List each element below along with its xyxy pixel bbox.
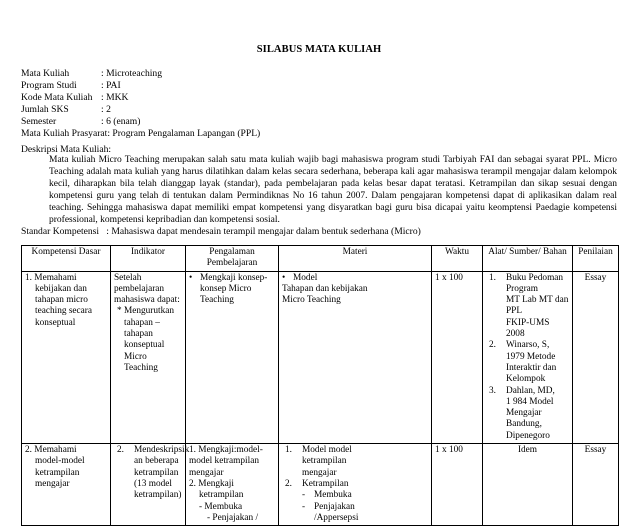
list-number: 2.: [489, 340, 496, 351]
cell-pengalaman: [186, 444, 279, 526]
cell-line: ketrampilan: [302, 456, 347, 467]
cell-line: ketrampilan: [199, 490, 244, 501]
cell-materi: [279, 271, 432, 443]
cell-line: FKIP-UMS 2008: [506, 317, 550, 340]
meta-label: Kode Mata Kuliah: [21, 92, 93, 104]
standar-kompetensi: Standar Kompetensi : Mahasiswa dapat mendesain terampil mengajar dalam bentuk sederhana (Micro): [21, 226, 421, 237]
cell-line: Winarso, S, 1979 Metode: [506, 340, 556, 362]
meta-label: Mata Kuliah: [21, 68, 70, 79]
cell-penilaian: Essay: [573, 444, 619, 526]
description-label: Deskripsi Mata Kuliah:: [21, 144, 112, 155]
description-text: Mata kuliah Micro Teaching merupakan salah satu mata kuliah wajib bagi mahasiswa program studi Tarbiyah FAI dan sebagai syarat PPL. Micro Teaching adalah mata kuliah yang harus dilatihkan dalam kelas secara sederhana, beberapa kali agar mahasiswa terampil mengajar dalam kelompok kecil, diharapkan bila telah dianggap layak (standar), pada pembelajaran pada kelas besar dapat teratasi. Ketrampilan dan sikap sesuai dengan kompetensi guru yang telah di tentukan dalam Permindiknas No 16 tahun 2007. Dalam pengajaran kompetensi dapat di aplikasikan dalam real teaching. Sehingga mahasiswa dapat memiliki empat kompetensi yang disyaratkan bagi guru bisa dicapai yaitu keomptensi Paedagie kompetensi professional, kompetensi kepribadian dan kompetensi sosial.: [49, 155, 617, 225]
meta-value: : 6 (enam): [101, 116, 141, 128]
cell-line: Setelah: [114, 272, 142, 283]
cell-line: Tahapan dan kebijakan: [282, 283, 368, 294]
table-header: Penilaian: [573, 246, 619, 272]
cell-line: mengajar: [302, 467, 337, 478]
cell-line: konsep Micro: [200, 283, 252, 294]
sub-item: [282, 490, 428, 501]
cell-kompetensi-dasar: [22, 444, 111, 526]
cell-line: Buku Pedoman Program: [506, 272, 564, 294]
meta-value: : MKK: [101, 92, 129, 104]
cell-line: mahasiswa dapat:: [114, 295, 180, 306]
syllabus-table: [21, 245, 619, 526]
bullet-item: [189, 273, 275, 307]
cell-line: Interaktir dan Kelompok: [506, 362, 557, 385]
meta-row: [21, 116, 260, 128]
cell-waktu: 1 x 100: [432, 444, 483, 526]
cell-line: Teaching: [200, 295, 234, 306]
meta-label: Jumlah SKS: [21, 104, 69, 116]
cell-line: mengajar: [189, 467, 224, 478]
list-number: 2.: [285, 478, 292, 489]
meta-row: [21, 92, 260, 104]
cell-line: Model model: [302, 445, 352, 456]
cell-line: 1. Memahami: [25, 272, 77, 283]
table-row: [22, 444, 619, 526]
table-header: Materi: [279, 246, 432, 272]
cell-line: konseptual: [35, 317, 76, 328]
list-item: [282, 479, 428, 490]
list-item: [486, 273, 569, 341]
sub-marker: -: [302, 501, 306, 512]
list-item: [486, 340, 569, 385]
cell-line: - Penjajakan /: [207, 512, 259, 523]
cell-line: Ketrampilan: [302, 478, 349, 489]
cell-waktu: 1 x 100: [432, 271, 483, 443]
cell-line: Teaching: [124, 362, 158, 373]
cell-materi: [279, 444, 432, 526]
cell-alat: [483, 271, 573, 443]
list-number: 1.: [285, 445, 292, 456]
meta-value: : Microteaching: [101, 68, 163, 79]
meta-value: : 2: [101, 104, 111, 116]
cell-line: ketrampilan): [134, 490, 182, 501]
meta-label: Program Studi: [21, 80, 77, 92]
cell-kompetensi-dasar: [22, 271, 111, 443]
cell-line: 1 984 Model Mengajar: [506, 396, 554, 419]
table-header: Kompetensi Dasar: [22, 246, 111, 272]
bullet-item: [282, 273, 428, 284]
cell-line: Model: [293, 272, 318, 283]
cell-line: pembelajaran: [114, 283, 165, 294]
bullet-marker: •: [282, 272, 286, 283]
cell-line: an beberapa: [134, 456, 179, 467]
cell-indikator: [111, 271, 186, 443]
cell-line: model-model: [35, 456, 85, 467]
cell-line: Dahlan, MD,: [506, 385, 555, 396]
list-item: [282, 445, 428, 479]
list-number: 1.: [489, 272, 496, 283]
meta-row: [21, 80, 260, 92]
cell-line: kebijakan dan: [35, 283, 87, 294]
cell-line: 1. Mengkaji:model-: [189, 445, 263, 456]
list-number: 2.: [117, 445, 124, 456]
cell-line: konseptual Micro: [124, 340, 165, 362]
cell-line: - Membuka: [199, 501, 243, 512]
list-item: [486, 386, 569, 442]
table-row: [22, 271, 619, 443]
cell-line: Mendeskripsik: [134, 445, 190, 456]
cell-line: Penjajakan: [314, 501, 355, 512]
cell-pengalaman: [186, 271, 279, 443]
meta-row: [21, 68, 260, 80]
cell-line: teaching secara: [35, 306, 93, 317]
cell-line: Mengkaji konsep-: [200, 272, 268, 283]
table-header: Alat/ Sumber/ Bahan: [483, 246, 573, 272]
sub-marker: -: [302, 490, 306, 501]
meta-row: [21, 104, 260, 116]
cell-line: model ketrampilan: [189, 456, 259, 467]
table-header-row: [22, 246, 619, 272]
list-item: [114, 445, 190, 501]
meta-label: Semester: [21, 116, 57, 128]
cell-line: tahapan –tahapan: [124, 317, 160, 340]
list-number: 3.: [489, 385, 496, 396]
cell-line: mengajar: [35, 478, 70, 489]
cell-line: 2. Memahami: [25, 445, 77, 456]
course-meta: [21, 68, 260, 141]
cell-line: /Appersepsi: [314, 512, 359, 523]
meta-value: : PAI: [101, 80, 121, 92]
cell-line: (13 model: [134, 478, 172, 489]
cell-penilaian: Essay: [573, 271, 619, 443]
cell-line: ketrampilan: [35, 467, 80, 478]
cell-line: Bandung, Dipenegoro: [506, 419, 550, 441]
page-title: SILABUS MATA KULIAH: [256, 44, 382, 55]
cell-line: Micro Teaching: [282, 295, 341, 306]
bullet-marker: •: [189, 272, 193, 283]
cell-line: * Mengurutkan: [117, 306, 175, 317]
prasyarat: Mata Kuliah Prasyarat: Program Pengalaman Lapangan (PPL): [21, 128, 261, 140]
cell-indikator: [111, 444, 190, 526]
cell-line: ketrampilan: [134, 467, 179, 478]
cell-line: MT Lab MT dan PPL: [506, 295, 569, 317]
cell-line: tahapan micro: [35, 295, 88, 306]
cell-line: Membuka: [314, 490, 352, 501]
table-header: Waktu: [432, 246, 483, 272]
sub-item: [282, 502, 428, 525]
table-header: Indikator: [111, 246, 186, 272]
table-header: Pengalaman Pembelajaran: [186, 246, 279, 272]
cell-line: 2. Mengkaji: [189, 478, 234, 489]
cell-alat: Idem: [483, 444, 573, 526]
